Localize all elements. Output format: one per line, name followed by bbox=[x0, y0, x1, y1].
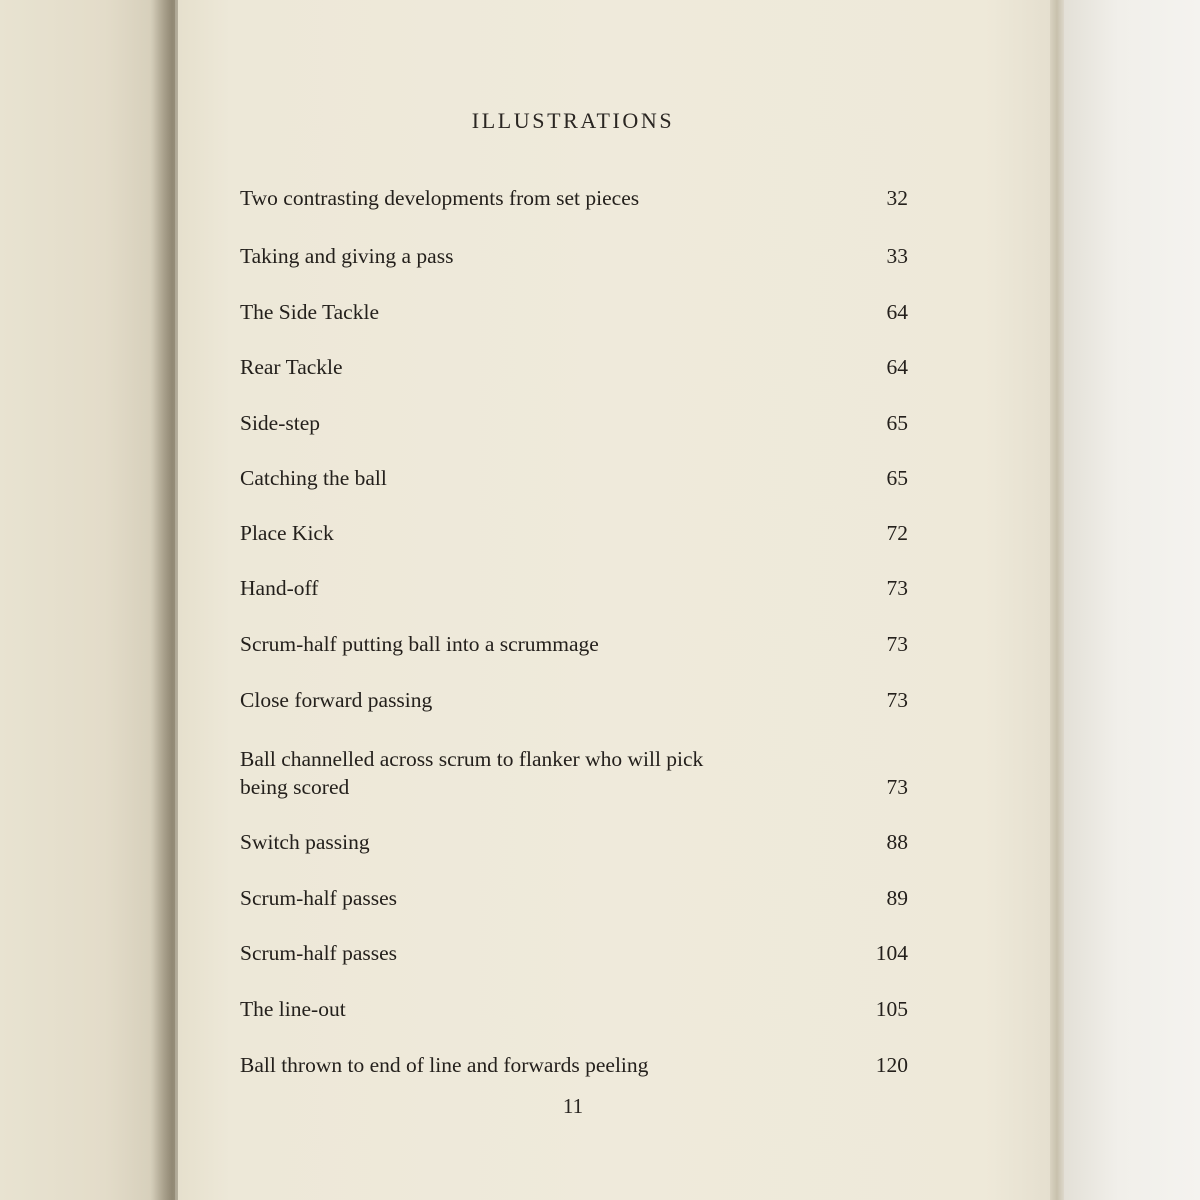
illustration-title: The line-out bbox=[240, 997, 346, 1021]
illustration-title: Catching the ball bbox=[240, 466, 387, 490]
illustration-title: being scored bbox=[240, 775, 350, 799]
illustration-page-number: 33 bbox=[886, 244, 908, 268]
illustration-page-number: 73 bbox=[886, 576, 908, 600]
illustration-page-number: 88 bbox=[886, 830, 908, 854]
illustration-title: Taking and giving a pass bbox=[240, 244, 454, 268]
illustration-title: Place Kick bbox=[240, 521, 334, 545]
illustration-page-number: 65 bbox=[886, 466, 908, 490]
illustration-page-number: 72 bbox=[886, 521, 908, 545]
illustration-page-number: 64 bbox=[886, 355, 908, 379]
illustration-page-number: 89 bbox=[886, 886, 908, 910]
illustration-page-number: 73 bbox=[886, 632, 908, 656]
illustration-page-number: 73 bbox=[886, 775, 908, 799]
illustration-page-number: 105 bbox=[875, 997, 908, 1021]
illustration-page-number: 120 bbox=[875, 1053, 908, 1077]
page-number: 11 bbox=[562, 1094, 584, 1118]
illustration-page-number: 64 bbox=[886, 300, 908, 324]
illustration-page-number: 73 bbox=[886, 688, 908, 712]
illustration-title: Ball channelled across scrum to flanker who will pick bbox=[240, 747, 704, 771]
illustration-title: Rear Tackle bbox=[240, 355, 343, 379]
illustration-page-number: 32 bbox=[886, 186, 908, 210]
illustration-title: Two contrasting developments from set pieces bbox=[240, 186, 640, 210]
illustration-page-number: 65 bbox=[886, 411, 908, 435]
illustration-title: Scrum-half passes bbox=[240, 941, 398, 965]
illustration-title: Side-step bbox=[240, 411, 321, 435]
illustration-title: The Side Tackle bbox=[240, 300, 379, 324]
illustration-title: Switch passing bbox=[240, 830, 370, 854]
illustration-page-number: 104 bbox=[875, 941, 908, 965]
illustration-title: Scrum-half putting ball into a scrummage bbox=[240, 632, 599, 656]
page-heading: ILLUSTRATIONS bbox=[471, 108, 675, 133]
illustration-title: Close forward passing bbox=[240, 688, 433, 712]
illustration-title: Hand-off bbox=[240, 576, 319, 600]
illustration-title: Scrum-half passes bbox=[240, 886, 398, 910]
illustration-title: Ball thrown to end of line and forwards peeling bbox=[240, 1053, 649, 1077]
